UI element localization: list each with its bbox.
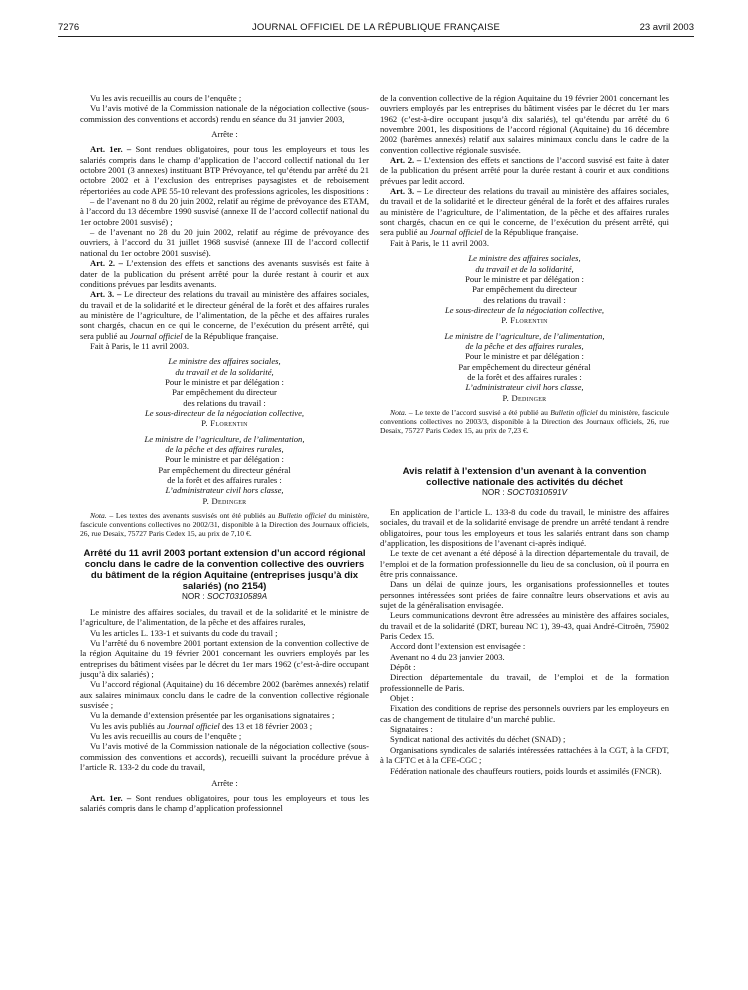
- subheading: Dépôt :: [390, 662, 416, 673]
- nor-reference: NOR : SOCT0310589A: [181, 591, 268, 601]
- paragraph: Leurs communications devront être adressées au ministère des affaires sociales, du travail et de la solidarité (DRT, bureau NC 1), 39-43, quai André-Citroën, 75902 Paris Cedex 15.: [380, 610, 669, 642]
- nor-reference: NOR : SOCT0310591V: [481, 487, 568, 497]
- article-text: Sont rendues obligatoires, pour tous les employeurs et tous les salariés compris dans le champ d’application de l’accord collectif national du 1er octobre 2001 (3 annexes) instituant BTP Prévoyance, tel qu’étendu par arrêté du 21 octobre 2002 et à l’exclusion des entreprises paysagistes et de reboisement répertoriées au code APE 55-10 relevant des professions agricoles, les dispositions :: [80, 144, 369, 196]
- paragraph: Vu les avis recueillis au cours de l’enquête ;: [90, 731, 242, 742]
- signatory-name: P. Dedinger: [202, 495, 247, 506]
- list-item: – de l’avenant no 8 du 20 juin 2002, relatif au régime de prévoyance des ETAM, à l’accord du 13 décembre 1990 susvisé (annexe II de l’accord collectif national du 1er octobre 2001 susvisé) ;: [80, 196, 369, 227]
- right-column: [380, 93, 669, 776]
- list-item: – de l’avenant no 28 du 20 juin 2002, relatif au régime de prévoyance des ouvriers, à l’accord du 31 juillet 1968 susvisé (annexe III de l’accord collectif national du 1er octobre 2001 susvisé).: [80, 227, 369, 258]
- paragraph: Direction départementale du travail, de l’emploi et de la formation professionnelle de Paris.: [380, 672, 669, 693]
- article-3: Art. 3. – Le directeur des relations du travail au ministère des affaires sociales, du travail et de la solidarité et le directeur général de la forêt et des affaires rurales au ministère de l’agriculture, de l’alimentation, de la pêche et des affaires rurales sont chargés, chacun en ce qui le concerne, de l’exécution du présent arrêté, qui sera publié au Journal officiel de la République française.: [380, 186, 670, 238]
- paragraph: Syndicat national des activités du déchet (SNAD) ;: [390, 734, 566, 745]
- article-text: L’extension des effets et sanctions des avenants susvisés est faite à dater de la publication du présent arrêté pour la durée restant à courir et aux conditions prévues par lesdits avenants.: [80, 258, 370, 289]
- page-number: 7276: [58, 22, 80, 33]
- paragraph: En application de l’article L. 133-8 du code du travail, le ministre des affaires sociales, du travail et de la solidarité envisage de prendre un arrêté tendant à rendre obligatoires, pour tous les employeurs et tous les salariés entrant dans son champ d’application, les dispositions de l’avenant ci-après indiqué.: [380, 506, 669, 548]
- signature-block: Le ministre des affaires sociales, du travail et de la solidarité, Pour le ministre et par délégation : Par empêchement du directeur des relations du travail : Le sous-directeur de la négociation collective, P. Florentin: [80, 356, 369, 428]
- paragraph: Vu l’avis motivé de la Commission nationale de la négociation collective (sous-commission des conventions et accords) rendu en séance du 31 janvier 2003,: [80, 103, 369, 124]
- paragraph: Vu l’accord régional (Aquitaine) du 16 décembre 2002 (barèmes annexés) relatif aux salaires minimaux conclu dans le cadre de la convention collective régionale susvisée ;: [80, 679, 369, 711]
- article-2: Art. 2. – L’extension des effets et sanctions de l’accord susvisé est faite à dater de la publication du présent arrêté pour la durée restant à courir et aux conditions prévues par ledit accord.: [380, 155, 669, 186]
- fait-a-paris: Fait à Paris, le 11 avril 2003.: [90, 340, 189, 351]
- nota-note: Nota. – Le texte de l’accord susvisé a été publié au Bulletin officiel du ministère, fascicule conventions collectives no 2003/3, disponible à la Direction des Journaux officiels, 26, rue Desaix, 75727 Paris Cedex 15, au prix de 7,23 €.: [380, 407, 670, 436]
- signature-block: Le ministre de l’agriculture, de l’alimentation, de la pêche et des affaires rurales, Pour le ministre et par délégation : Par empêchement du directeur général de la forêt et des affaires rurales : L’administrateur civil hors classe, P. Dedinger: [380, 331, 669, 403]
- article-label: Art. 1er. –: [90, 144, 132, 155]
- signature-block: Le ministre des affaires sociales, du travail et de la solidarité, Pour le ministre et par délégation : Par empêchement du directeur des relations du travail : Le sous-directeur de la négociation collective, P. Florentin: [380, 253, 669, 325]
- paragraph: Le texte de cet avenant a été déposé à la direction départementale du travail, de l’emploi et de la formation professionnelle du lieu de sa conclusion, où il pourra en être pris connaissance.: [380, 548, 669, 579]
- signatory-name: P. Dedinger: [502, 392, 547, 403]
- article-label: Art. 2. –: [90, 258, 123, 269]
- article-1: [80, 144, 369, 196]
- paragraph: Fédération nationale des chauffeurs routiers, poids lourds et assimilés (FNCR).: [390, 765, 662, 776]
- article-3: Art. 3. – Le directeur des relations du travail au ministère des affaires sociales, du travail et de la solidarité et le directeur général de la forêt et des affaires rurales au ministère de l’agriculture, de l’alimentation, de la pêche et des affaires rurales sont chargés, chacun en ce qui le concerne, de l’exécution du présent arrêté, qui sera publié au Journal officiel de la République française.: [80, 289, 370, 341]
- subheading: Objet :: [390, 693, 414, 704]
- article-label: Art. 3. –: [90, 289, 122, 300]
- article-2: [80, 258, 369, 289]
- paragraph: Dans un délai de quinze jours, les organisations professionnelles et toutes personnes intéressées sont priées de faire connaître leurs observations et avis au sujet de la généralisation envisagée.: [380, 579, 669, 611]
- subheading: Signataires :: [390, 724, 433, 735]
- signatory-name: P. Florentin: [201, 418, 248, 429]
- header-rule: [58, 36, 694, 37]
- journal-title: JOURNAL OFFICIEL DE LA RÉPUBLIQUE FRANÇAISE: [251, 22, 501, 33]
- avis-title: Avis relatif à l’extension d’un avenant à la convention collective nationale des activités du déchet: [402, 465, 647, 488]
- paragraph: Vu l’arrêté du 6 novembre 2001 portant extension de la convention collective de la région Aquitaine du 19 février 2001 concernant les ouvriers employés par les entreprises du bâtiment visées par le décret du 1er mars 1962 (c’est-à-dire occupant jusqu’à dix salariés) ;: [80, 638, 369, 680]
- journal-officiel-ref: Journal officiel: [129, 330, 183, 341]
- left-column: [80, 93, 369, 814]
- paragraph: Fixation des conditions de reprise des personnels ouvriers par les employeurs en cas de changement de titulaire d’un marché public.: [380, 703, 669, 724]
- paragraph: Organisations syndicales de salariés intéressées rattachées à la CGT, à la CFDT, à la CFTC et à la CFE-CGC ;: [380, 744, 669, 766]
- page-header: [58, 22, 694, 36]
- signature-block: Le ministre de l’agriculture, de l’alimentation, de la pêche et des affaires rurales, Pour le ministre et par délégation : Par empêchement du directeur général de la forêt et des affaires rurales : L’administrateur civil hors classe, P. Dedinger: [80, 434, 369, 506]
- paragraph: de la convention collective de la région Aquitaine du 19 février 2001 concernant les ouvriers employés par les entreprises du bâtiment visées par le décret du 1er mars 1962 (c’est-à-dire occupant jusqu’à dix salariés), tel qu’étendu par arrêté du 6 novembre 2001, les dispositions de l’accord régional (Aquitaine) du 16 décembre 2002 (barèmes annexés) relatif aux salaires minimaux conclu dans le cadre de la convention collective régionale susvisée.: [380, 93, 669, 155]
- article-1: Art. 1er. – Sont rendues obligatoires, pour tous les employeurs et tous les salariés compris dans le champ d’application professionnel: [80, 792, 369, 814]
- paragraph: Vu les articles L. 133-1 et suivants du code du travail ;: [90, 627, 278, 638]
- fait-a-paris: Fait à Paris, le 11 avril 2003.: [390, 237, 489, 248]
- decree-title: Arrêté du 11 avril 2003 portant extension d’un accord régional conclu dans le cadre de la convention collective des ouvriers du bâtiment de la région Aquitaine (entreprises jusqu’à dix salariés) (no 2154): [83, 547, 366, 592]
- paragraph: Vu la demande d’extension présentée par les organisations signataires ;: [90, 710, 335, 721]
- arrete-heading: Arrête :: [211, 129, 238, 140]
- arrete-heading: Arrête :: [211, 777, 238, 788]
- issue-date: 23 avril 2003: [639, 22, 694, 33]
- paragraph: Vu les avis recueillis au cours de l’enquête ;: [90, 93, 242, 103]
- paragraph: Avenant no 4 du 23 janvier 2003.: [390, 651, 505, 662]
- signatory-name: P. Florentin: [501, 315, 548, 326]
- paragraph: Accord dont l’extension est envisagée :: [390, 641, 526, 652]
- paragraph: Vu l’avis motivé de la Commission nationale de la négociation collective (sous-commission des conventions et accords), recueilli suivant la procédure prévue à l’article R. 133-2 du code du travail,: [80, 741, 369, 773]
- paragraph: Le ministre des affaires sociales, du travail et de la solidarité et le ministre de l’agriculture, de l’alimentation, de la pêche et des affaires rurales,: [80, 607, 369, 628]
- paragraph: Vu les avis publiés au Journal officiel des 13 et 18 février 2003 ;: [90, 720, 313, 731]
- nota-note: Nota. – Les textes des avenants susvisés ont été publiés au Bulletin officiel du ministère, fascicule conventions collectives no 2002/31, disponible à la Direction des Journaux officiels, 26, rue Desaix, 75727 Paris Cedex 15, au prix de 7,10 €.: [80, 511, 369, 539]
